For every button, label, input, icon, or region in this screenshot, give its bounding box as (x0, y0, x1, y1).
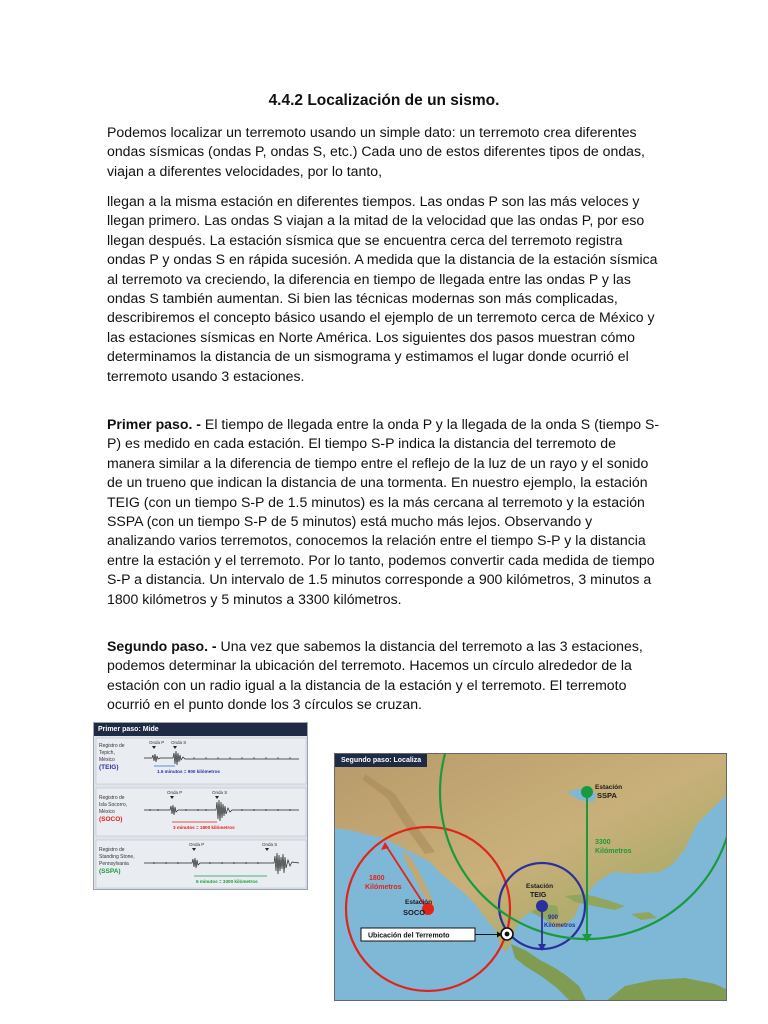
soco-distance-unit: Kilómetros (365, 884, 402, 891)
epicenter-label: Ubicación del Terremoto (368, 932, 450, 940)
first-step-body: El tiempo de llegada entre la onda P y la llegada de la onda S (tiempo S-P) es medido en cada estación. El tiempo S-P indica la distancia del terremoto de manera similar a la diferencia de tiempo entre el reflejo de la luz de un rayo y el sonido de un trueno que indican la distancia de una tormenta. En nuestro ejemplo, la estación TEIG (con un tiempo S-P de 1.5 minutos) es la más cercana al terremoto y la estación SSPA (con un tiempo S-P de 5 minutos) está mucho más lejos. Observando y analizando varios terremotos, conocemos la relación entre el tiempo S-P y la distancia entre la estación y el terremoto. Por lo tanto, podemos convertir cada medida de tiempo S-P a distancia. Un intervalo de 1.5 minutos corresponde a 900 kilómetros, 3 minutos a 1800 kilómetros y 5 minutos a 3300 kilómetros. (107, 416, 660, 607)
location-map (335, 754, 727, 1001)
soco-interval: 3 minutos = 1800 kilómetros (173, 825, 235, 830)
soco-label-line2: Isla Socorro, (99, 802, 128, 808)
teig-onda-s: Onda S (171, 740, 187, 745)
second-step-paragraph (107, 637, 663, 715)
seismogram-panels (94, 736, 309, 891)
sspa-label-line2: Standing Stone, (99, 854, 135, 860)
soco-station-label1: Estación (405, 899, 433, 906)
teig-interval: 1.5 minutos = 900 kilómetros (157, 769, 220, 774)
sspa-station-label2: SSPA (597, 791, 617, 800)
body-paragraph: llegan a la misma estación en diferentes tiempos. Las ondas P son las más veloces y llegan primero. Las ondas S viajan a la mitad de la velocidad que las ondas P, por eso llegan después. La estación sísmica que se encuentra cerca del terremoto registra ondas P y ondas S en rápida sucesión. A medida que la distancia de la estación sísmica al terremoto va creciendo, la diferencia en tiempo de llegada entre las ondas P y las ondas S también aumentan. Si bien las técnicas modernas son más complicadas, describiremos el concepto básico usando el ejemplo de un terremoto cerca de México y las estaciones sísmicas en Norte América. Los siguientes dos pasos muestran cómo determinamos la distancia de un sismograma y estimamos el lugar donde ocurrió el terremoto usando 3 estaciones. (107, 193, 658, 384)
teig-distance-value: 900 (548, 915, 559, 921)
soco-onda-p: Onda P (167, 790, 183, 795)
location-map-figure (334, 753, 727, 1001)
first-step-paragraph (107, 415, 663, 609)
second-step-lead: Segundo paso. - (107, 638, 217, 654)
seismogram-figure-header: Primer paso: Mide (94, 723, 307, 736)
teig-station-label1: Estación (526, 883, 554, 890)
sspa-onda-s: Onda S (262, 842, 278, 847)
sspa-onda-p: Onda P (189, 842, 205, 847)
sspa-label-line3: Pennsylvania (99, 861, 129, 867)
teig-label-line1: Registro de (99, 743, 125, 749)
intro-paragraph: Podemos localizar un terremoto usando un simple dato: un terremoto crea diferentes ondas sísmicas (ondas P, ondas S, etc.) Cada uno de estos diferentes tipos de ondas, viajan a diferentes velocidades, por lo tanto, (107, 124, 645, 179)
soco-onda-s: Onda S (212, 790, 228, 795)
soco-code: (SOCO) (99, 816, 123, 823)
teig-station-label2: TEIG (530, 892, 547, 899)
location-map-header: Segundo paso: Localiza (335, 754, 427, 767)
teig-onda-p: Onda P (149, 740, 165, 745)
soco-distance-value: 1800 (369, 875, 385, 882)
soco-label-line1: Registro de (99, 795, 125, 801)
soco-station-label2: SOCO (403, 908, 426, 917)
teig-distance-unit: Kilómetros (544, 923, 576, 929)
second-step-body: Una vez que sabemos la distancia del terremoto a las 3 estaciones, podemos determinar la ubicación del terremoto. Hacemos un círculo alrededor de la estación con un radio igual a la distancia de la estación y el terremoto. El terremoto ocurrió en el punto donde los 3 círculos se cruzan. (107, 638, 643, 713)
sspa-distance-unit: Kilómetros (595, 848, 632, 855)
soco-label-line3: México (99, 809, 115, 815)
teig-label-line2: Tepich, (99, 750, 115, 756)
sspa-label-line1: Registro de (99, 847, 125, 853)
teig-code: (TEIG) (99, 764, 119, 771)
first-step-lead: Primer paso. - (107, 416, 201, 432)
sspa-code: (SSPA) (99, 868, 121, 875)
sspa-distance-value: 3300 (595, 839, 611, 846)
seismogram-figure (93, 722, 308, 890)
teig-station-dot (536, 900, 548, 912)
sspa-station-label1: Estación (595, 784, 623, 791)
sspa-station-dot (581, 786, 593, 798)
teig-label-line3: México (99, 757, 115, 763)
page-title: 4.4.2 Localización de un sismo. (268, 92, 500, 109)
sspa-interval: 5 minutos = 3300 kilómetros (196, 879, 258, 884)
